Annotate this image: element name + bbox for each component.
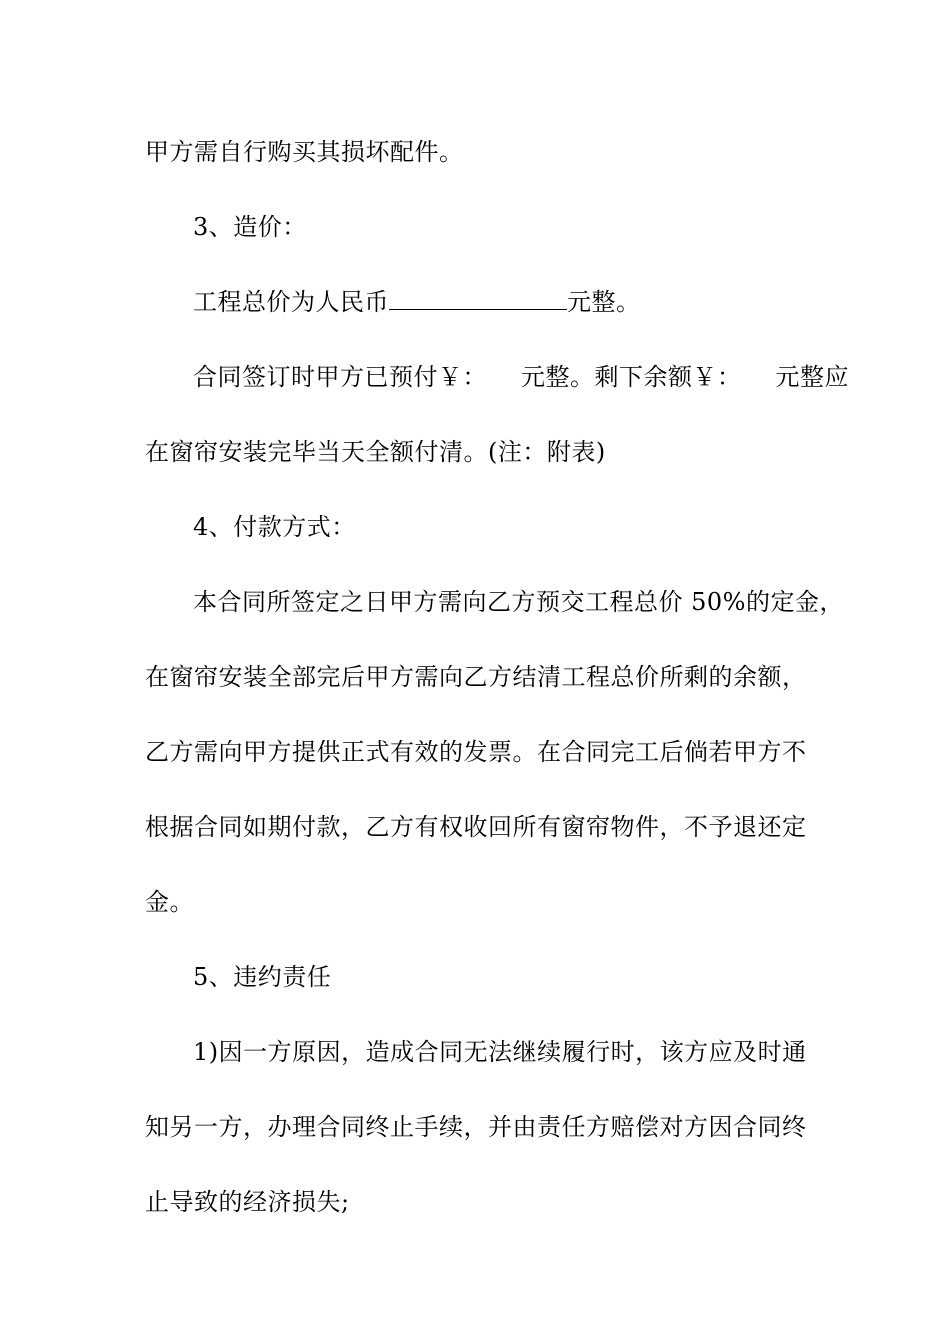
total-price-label: 工程总价为人民币 bbox=[193, 288, 389, 316]
text-line-breach-1: 1)因一方原因，造成合同无法继续履行时，该方应及时通 bbox=[193, 1038, 807, 1066]
section-heading-payment-method: 4、付款方式： bbox=[193, 513, 356, 541]
text-line-1: 甲方需自行购买其损坏配件。 bbox=[145, 138, 464, 166]
text-line-payment-3: 乙方需向甲方提供正式有效的发票。在合同完工后倘若甲方不 bbox=[145, 738, 807, 766]
text-line-breach-2: 知另一方，办理合同终止手续，并由责任方赔偿对方因合同终 bbox=[145, 1113, 807, 1141]
prepayment-label: 合同签订时甲方已预付￥： bbox=[193, 363, 487, 391]
text-line-breach-3: 止导致的经济损失; bbox=[145, 1188, 350, 1216]
total-price-suffix: 元整。 bbox=[567, 288, 641, 316]
text-line-total-price bbox=[193, 286, 893, 318]
balance-suffix: 元整应 bbox=[775, 363, 849, 391]
text-line-payment-4: 根据合同如期付款，乙方有权收回所有窗帘物件，不予退还定 bbox=[145, 813, 807, 841]
text-line-payment-1: 本合同所签定之日甲方需向乙方预交工程总价 50%的定金， bbox=[193, 588, 844, 616]
text-line-payment-note: 在窗帘安装完毕当天全额付清。(注：附表) bbox=[145, 438, 606, 466]
section-heading-price: 3、造价： bbox=[193, 213, 307, 241]
text-line-payment-2: 在窗帘安装全部完后甲方需向乙方结清工程总价所剩的余额， bbox=[145, 663, 807, 691]
balance-label: 元整。剩下余额￥： bbox=[521, 363, 742, 391]
text-line-payment-5: 金。 bbox=[145, 888, 194, 916]
text-line-prepayment bbox=[193, 361, 893, 393]
section-heading-breach: 5、违约责任 bbox=[193, 963, 332, 991]
total-price-blank bbox=[389, 287, 567, 310]
